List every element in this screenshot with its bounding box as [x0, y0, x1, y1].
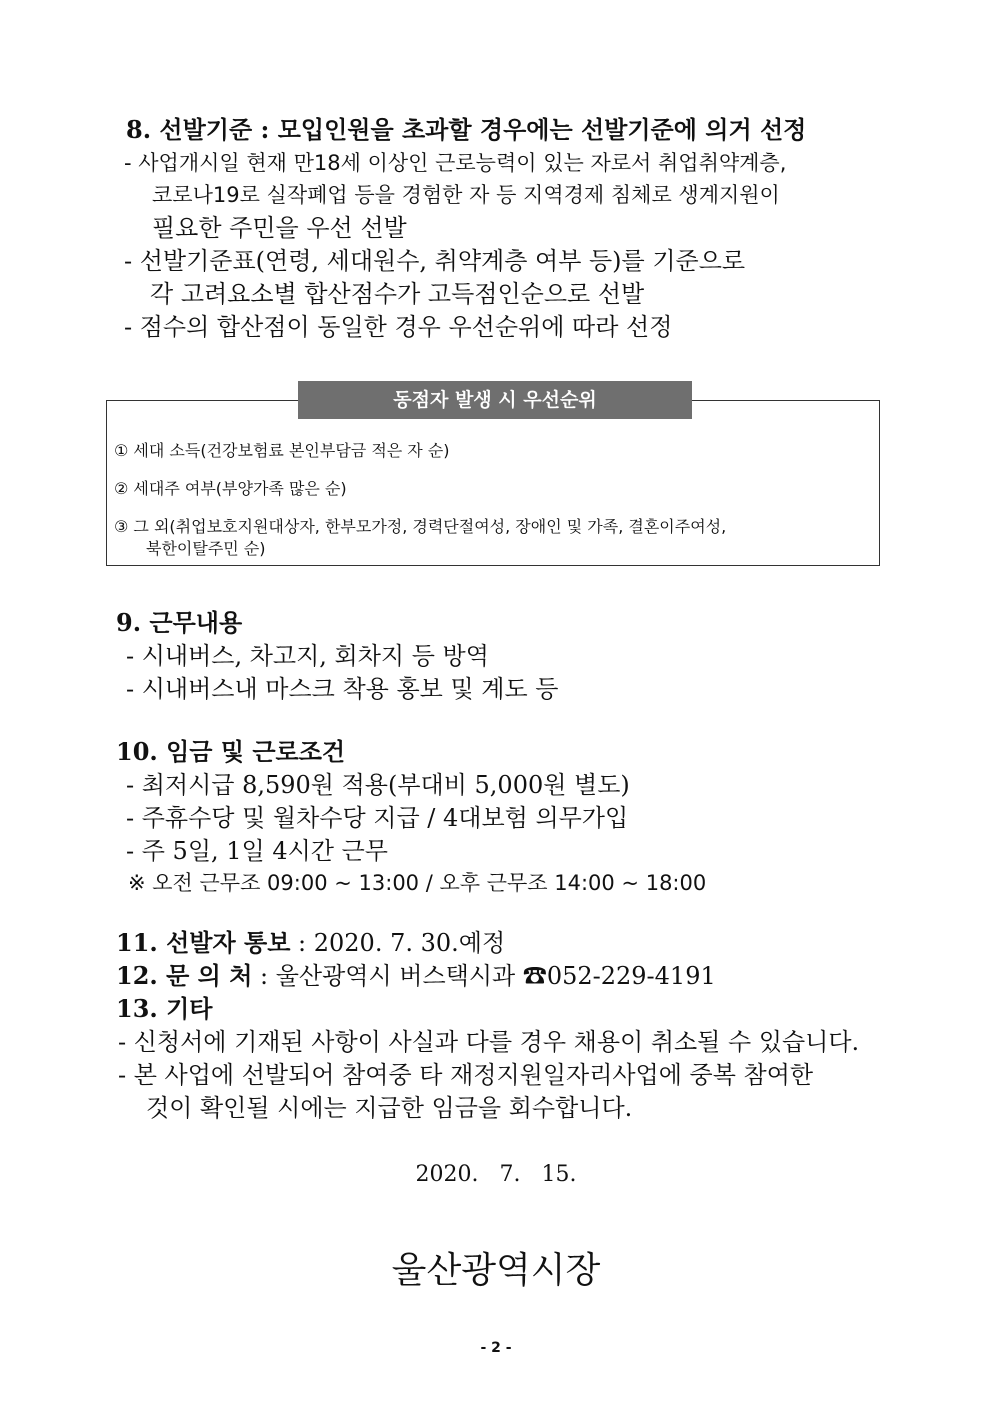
section-11 [116, 928, 505, 958]
section-10-item: - 최저시급 8,590원 적용(부대비 5,000원 별도) [126, 771, 630, 799]
section-13-item: - 본 사업에 선발되어 참여중 타 재정지원일자리사업에 중복 참여한 [118, 1061, 814, 1089]
section-8-item-cont: 각 고려요소별 합산점수가 고득점인순으로 선발 [150, 280, 645, 308]
section-11-label: 11. 선발자 통보 [116, 928, 291, 957]
document-date: 2020. 7. 15. [415, 1162, 577, 1187]
section-12 [116, 961, 716, 991]
priority-item: ① 세대 소득(건강보험료 본인부담금 적은 자 순) [114, 441, 450, 460]
page-number: - 2 - [480, 1340, 512, 1356]
section-13-heading: 13. 기타 [116, 994, 213, 1023]
section-9-heading: 9. 근무내용 [116, 608, 243, 637]
section-8-item: - 점수의 합산점이 동일한 경우 우선순위에 따라 선정 [124, 313, 673, 341]
section-8-item-cont: 코로나19로 실작폐업 등을 경험한 자 등 지역경제 침체로 생계지원이 [152, 183, 780, 207]
section-8-item: - 사업개시일 현재 만18세 이상인 근로능력이 있는 자로서 취업취약계층, [124, 151, 787, 175]
priority-box-title: 동점자 발생 시 우선순위 [298, 381, 692, 419]
section-8-heading: 8. 선발기준 : 모입인원을 초과할 경우에는 선발기준에 의거 선정 [126, 115, 807, 144]
section-10-heading: 10. 임금 및 근로조건 [116, 737, 346, 766]
section-8-item: - 선발기준표(연령, 세대원수, 취약계층 여부 등)를 기준으로 [124, 247, 746, 275]
section-10-item: - 주휴수당 및 월차수당 지급 / 4대보험 의무가입 [126, 804, 629, 832]
section-10-item: - 주 5일, 1일 4시간 근무 [126, 837, 388, 865]
section-9-item: - 시내버스, 차고지, 회차지 등 방역 [126, 642, 489, 670]
issuer-signature: 울산광역시장 [391, 1250, 601, 1291]
section-12-value: : 울산광역시 버스택시과 ☎052-229-4191 [252, 962, 716, 990]
section-9-item: - 시내버스내 마스크 착용 홍보 및 계도 등 [126, 675, 559, 703]
section-11-value: : 2020. 7. 30.예정 [290, 929, 506, 957]
section-10-note: ※ 오전 근무조 09:00 ~ 13:00 / 오후 근무조 14:00 ~ 18:00 [128, 871, 707, 895]
priority-item-cont: 북한이탈주민 순) [146, 539, 266, 558]
section-13-item: - 신청서에 기재된 사항이 사실과 다를 경우 채용이 취소될 수 있습니다. [118, 1028, 860, 1056]
section-12-label: 12. 문 의 처 [116, 961, 253, 990]
section-8-item-cont: 필요한 주민을 우선 선발 [152, 214, 407, 242]
priority-item: ② 세대주 여부(부양가족 많은 순) [114, 479, 347, 498]
priority-item: ③ 그 외(취업보호지원대상자, 한부모가정, 경력단절여성, 장애인 및 가족, 결혼이주여성, [114, 517, 727, 536]
section-13-item-cont: 것이 확인될 시에는 지급한 임금을 회수합니다. [146, 1094, 633, 1122]
